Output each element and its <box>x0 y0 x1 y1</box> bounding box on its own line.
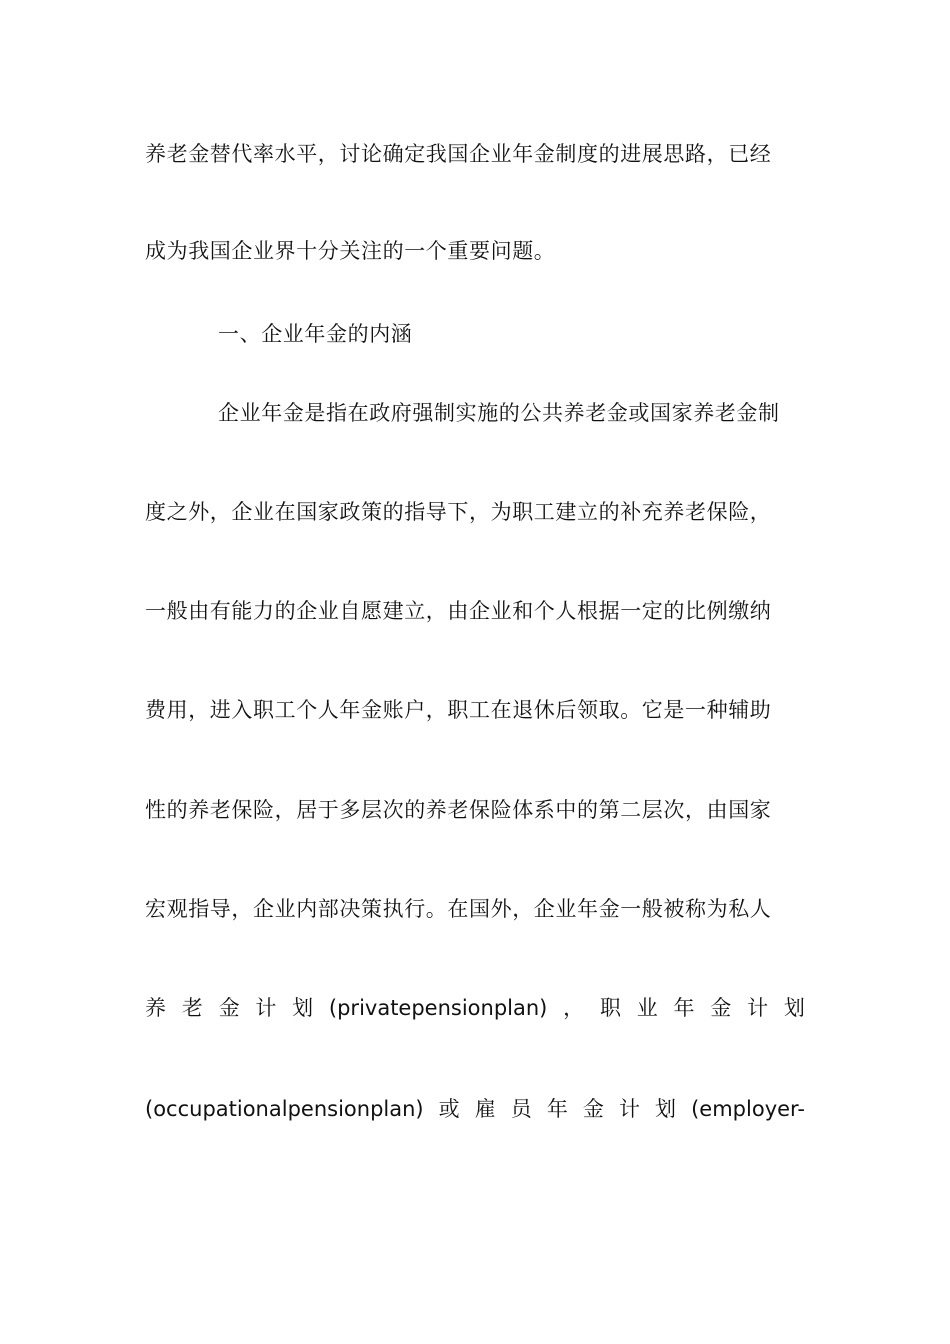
paragraph-line: 一般由有能力的企业自愿建立，由企业和个人根据一定的比例缴纳 <box>145 599 772 623</box>
word: 金 <box>710 996 732 1020</box>
word: ， <box>563 996 585 1020</box>
word: 划 <box>783 996 805 1020</box>
word: 老 <box>181 996 203 1020</box>
section-heading: 一、企业年金的内涵 <box>218 322 413 346</box>
word: 划 <box>292 996 314 1020</box>
word: 雇 <box>474 1097 496 1121</box>
justified-line <box>145 994 805 1022</box>
word: 划 <box>655 1097 677 1121</box>
word: 养 <box>145 996 166 1020</box>
paragraph-line: 度之外，企业在国家政策的指导下，为职工建立的补充养老保险， <box>145 500 772 524</box>
word: 业 <box>636 996 658 1020</box>
paragraph-line: 养老金替代率水平，讨论确定我国企业年金制度的进展思路，已经 <box>145 142 772 166</box>
word: 或 <box>438 1097 460 1121</box>
word: 金 <box>218 996 240 1020</box>
word: 计 <box>255 996 277 1020</box>
word: (occupationalpensionplan) <box>145 1097 424 1121</box>
paragraph-line: 费用，进入职工个人年金账户，职工在退休后领取。它是一种辅助 <box>145 698 772 722</box>
word: 计 <box>618 1097 640 1121</box>
paragraph-line: 宏观指导，企业内部决策执行。在国外，企业年金一般被称为私人 <box>145 897 772 921</box>
justified-line <box>145 1095 805 1123</box>
word: 计 <box>747 996 769 1020</box>
word: 金 <box>582 1097 604 1121</box>
paragraph-line: 成为我国企业界十分关注的一个重要问题。 <box>145 239 556 263</box>
word: 员 <box>510 1097 532 1121</box>
word: (employer- <box>691 1097 805 1121</box>
paragraph-line: 性的养老保险，居于多层次的养老保险体系中的第二层次，由国家 <box>145 798 772 822</box>
word: 年 <box>546 1097 568 1121</box>
word: (privatepensionplan) <box>328 996 548 1020</box>
word: 年 <box>673 996 695 1020</box>
paragraph-line: 企业年金是指在政府强制实施的公共养老金或国家养老金制 <box>218 401 780 425</box>
word: 职 <box>599 996 621 1020</box>
